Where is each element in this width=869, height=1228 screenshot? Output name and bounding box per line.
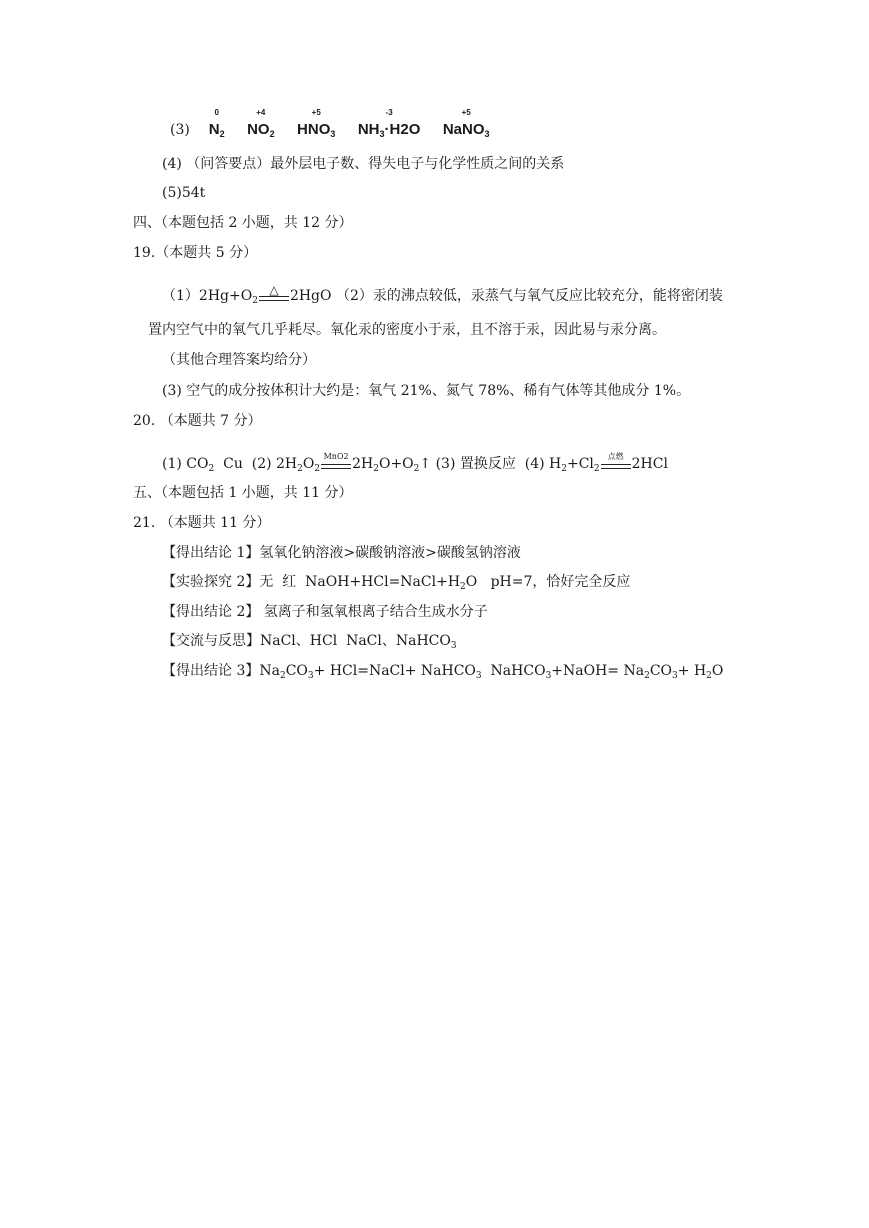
- q21-experiment-2: 【实验探究 2】无 红 $NaOH+HCl=NaCl+H_2O$ pH=7，恰好完全反应: [162, 574, 631, 592]
- answer-q4: (4) （问答要点）最外层电子数、得失电子与化学性质之间的关系: [162, 156, 565, 172]
- formula-n2: 0 $N_2$: [208, 108, 225, 139]
- q21-title: 21. （本题共 11 分）: [133, 515, 271, 531]
- formula-hno3: +5 $HNO_3$: [297, 108, 336, 139]
- formula-no2: +4 $NO_2$: [247, 108, 275, 139]
- answer-q3: [170, 108, 508, 144]
- q21-conclusion-3: 【得出结论 3】$Na_2CO_3+$ HCl=NaCl+ NaHCO$_3$ NaHCO$_3$+NaOH= $Na_2CO_3+ H_2O$: [162, 663, 724, 681]
- section-4-heading: 四、（本题包括 2 小题，共 12 分）: [133, 215, 353, 231]
- formula-nano3: +5 NaNO$_3$: [442, 108, 490, 139]
- q20-answers: (1) $CO_2$ Cu (2) $2H_2O_2$ MnO2 $2H_2O+O_2↑$ (3) 置换反应 (4) $H_2+Cl_2$ 点燃 2HCl: [162, 452, 668, 474]
- q3-prefix: (3): [170, 122, 190, 138]
- formula-nh3h2o: -3 $NH_3\cdot H2O$: [357, 108, 421, 139]
- q19-line3: （其他合理答案均给分）: [162, 352, 316, 368]
- heat-condition-arrow: △: [258, 286, 290, 306]
- answer-q5: (5)54t: [162, 185, 206, 201]
- q21-conclusion-2: 【得出结论 2】 氢离子和氢氧根离子结合生成水分子: [162, 604, 488, 620]
- ignite-condition-arrow: 点燃: [600, 454, 632, 474]
- mno2-condition-arrow: MnO2: [320, 454, 352, 474]
- q21-reflection: 【交流与反思】NaCl、HCl NaCl、NaHCO$_3$: [162, 633, 457, 651]
- q21-conclusion-1: 【得出结论 1】氢氧化钠溶液>碳酸钠溶液>碳酸氢钠溶液: [162, 545, 521, 561]
- q20-title: 20. （本题共 7 分）: [133, 413, 262, 429]
- q19-line1: $(1)2Hg+O_2$ △ 2HgO （2）汞的沸点较低，汞蒸气与氧气反应比较充分，能将密闭装: [162, 283, 723, 306]
- q19-title: 19.（本题共 5 分）: [133, 245, 258, 261]
- q19-line2: 置内空气中的氧气几乎耗尽。氧化汞的密度小于汞，且不溶于汞，因此易与汞分离。: [148, 322, 666, 338]
- q19-line4: (3) 空气的成分按体积计大约是：氧气 21%、氮气 78%、稀有气体等其他成分 1%。: [162, 383, 691, 399]
- section-5-heading: 五、（本题包括 1 小题，共 11 分）: [133, 485, 353, 501]
